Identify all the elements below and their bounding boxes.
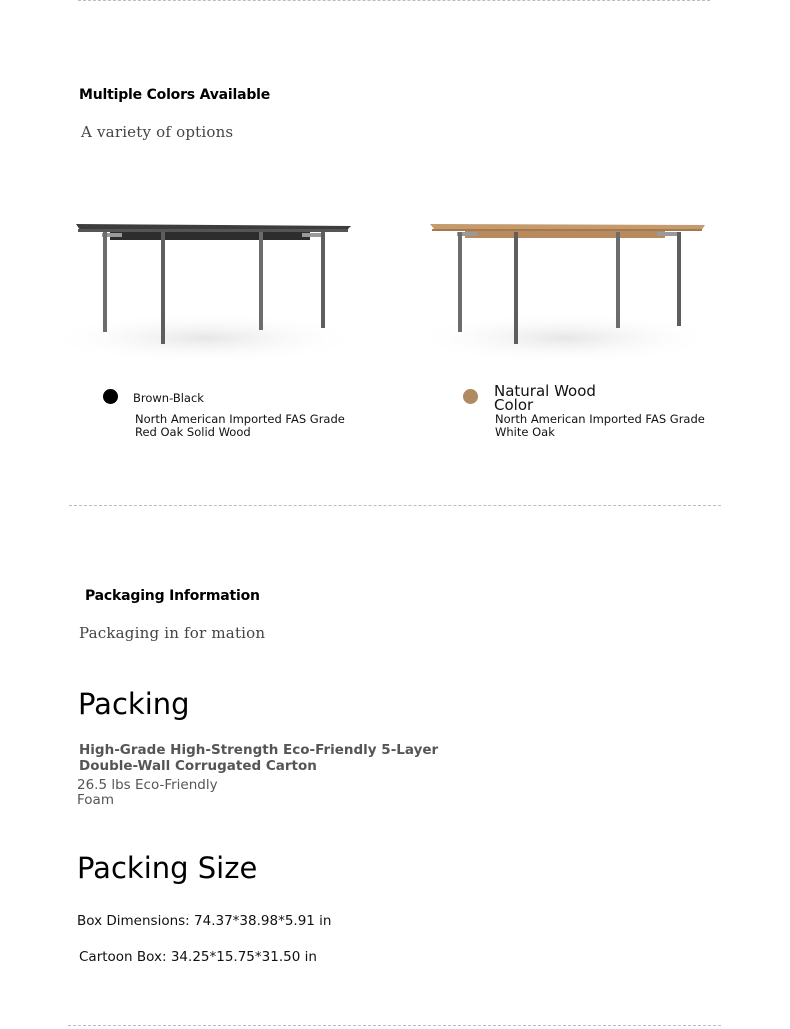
dark-table-icon: [40, 210, 360, 370]
color-option-name: Brown-Black: [133, 391, 204, 405]
packaging-section-subtitle: Packaging in for mation: [79, 624, 266, 642]
color-option-material: North American Imported FAS Grade White Oak: [495, 412, 705, 439]
packing-heading: Packing: [78, 687, 190, 721]
box-dimensions-text: Box Dimensions: 74.37*38.98*5.91 in: [77, 913, 332, 929]
wood-swatch-icon: [463, 389, 478, 404]
colors-section-subtitle: A variety of options: [81, 123, 234, 141]
black-swatch-icon: [103, 389, 118, 404]
colors-section-title: Multiple Colors Available: [79, 87, 271, 103]
packing-foam-text: 26.5 lbs Eco-Friendly Foam: [77, 777, 218, 808]
section-divider: [69, 505, 721, 506]
color-option-name: Natural Wood Color: [494, 382, 596, 414]
packing-size-heading: Packing Size: [77, 851, 258, 885]
color-option-material: North American Imported FAS Grade Red Oak Solid Wood: [135, 412, 345, 439]
packing-carton-text: High-Grade High-Strength Eco-Friendly 5-Layer Double-Wall Corrugated Carton: [79, 742, 439, 774]
packaging-section-title: Packaging Information: [85, 588, 260, 604]
bottom-divider: [68, 1025, 721, 1026]
carton-box-text: Cartoon Box: 34.25*15.75*31.50 in: [79, 949, 317, 965]
top-divider: [78, 0, 710, 1]
wood-table-icon: [405, 210, 725, 370]
